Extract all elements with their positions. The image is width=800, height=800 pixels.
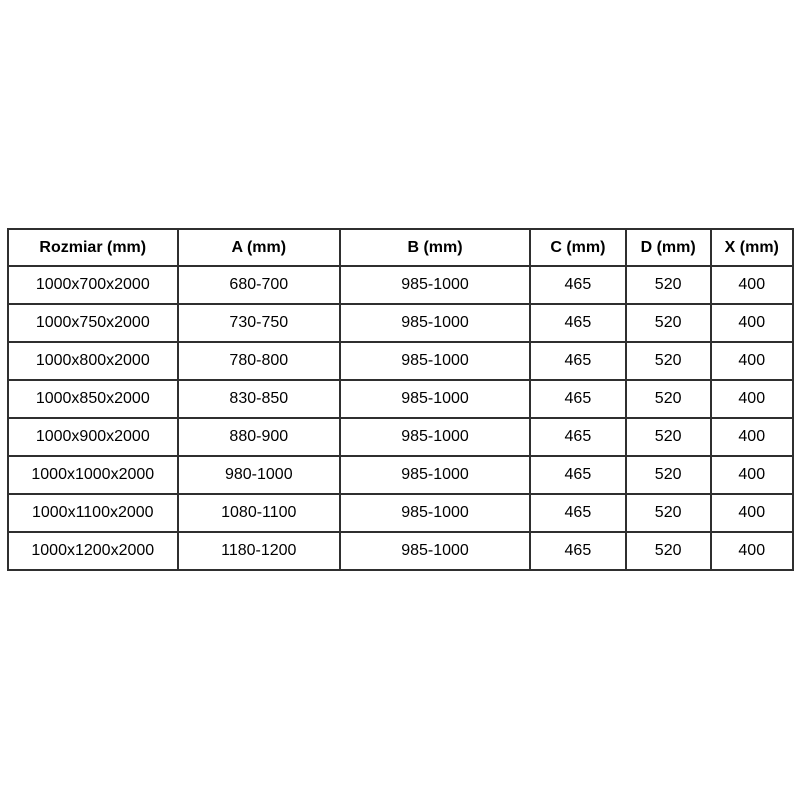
cell-c: 465 bbox=[530, 494, 626, 532]
cell-x: 400 bbox=[711, 532, 793, 570]
table-row bbox=[8, 266, 793, 304]
cell-d: 520 bbox=[626, 418, 711, 456]
cell-a: 730-750 bbox=[178, 304, 340, 342]
column-header-d: D (mm) bbox=[626, 229, 711, 266]
cell-d: 520 bbox=[626, 380, 711, 418]
cell-b: 985-1000 bbox=[340, 456, 530, 494]
cell-a: 680-700 bbox=[178, 266, 340, 304]
column-header-rozmiar: Rozmiar (mm) bbox=[8, 229, 178, 266]
cell-rozmiar: 1000x750x2000 bbox=[8, 304, 178, 342]
cell-a: 1180-1200 bbox=[178, 532, 340, 570]
cell-d: 520 bbox=[626, 304, 711, 342]
cell-rozmiar: 1000x850x2000 bbox=[8, 380, 178, 418]
column-header-c: C (mm) bbox=[530, 229, 626, 266]
cell-b: 985-1000 bbox=[340, 494, 530, 532]
table-row bbox=[8, 342, 793, 380]
cell-b: 985-1000 bbox=[340, 342, 530, 380]
table-row bbox=[8, 456, 793, 494]
cell-x: 400 bbox=[711, 304, 793, 342]
cell-rozmiar: 1000x1100x2000 bbox=[8, 494, 178, 532]
cell-a: 830-850 bbox=[178, 380, 340, 418]
cell-rozmiar: 1000x1000x2000 bbox=[8, 456, 178, 494]
header-row bbox=[8, 229, 793, 266]
cell-rozmiar: 1000x800x2000 bbox=[8, 342, 178, 380]
cell-c: 465 bbox=[530, 304, 626, 342]
cell-x: 400 bbox=[711, 494, 793, 532]
column-header-x: X (mm) bbox=[711, 229, 793, 266]
table-row bbox=[8, 532, 793, 570]
column-header-b: B (mm) bbox=[340, 229, 530, 266]
cell-b: 985-1000 bbox=[340, 304, 530, 342]
size-spec-table bbox=[7, 228, 794, 571]
cell-d: 520 bbox=[626, 266, 711, 304]
cell-d: 520 bbox=[626, 532, 711, 570]
cell-b: 985-1000 bbox=[340, 266, 530, 304]
cell-a: 980-1000 bbox=[178, 456, 340, 494]
cell-a: 880-900 bbox=[178, 418, 340, 456]
column-header-a: A (mm) bbox=[178, 229, 340, 266]
cell-x: 400 bbox=[711, 380, 793, 418]
cell-c: 465 bbox=[530, 266, 626, 304]
cell-x: 400 bbox=[711, 342, 793, 380]
cell-x: 400 bbox=[711, 418, 793, 456]
cell-c: 465 bbox=[530, 532, 626, 570]
cell-c: 465 bbox=[530, 418, 626, 456]
table-row bbox=[8, 304, 793, 342]
table-row bbox=[8, 380, 793, 418]
table-row bbox=[8, 494, 793, 532]
cell-b: 985-1000 bbox=[340, 380, 530, 418]
cell-d: 520 bbox=[626, 342, 711, 380]
cell-rozmiar: 1000x900x2000 bbox=[8, 418, 178, 456]
cell-d: 520 bbox=[626, 456, 711, 494]
cell-b: 985-1000 bbox=[340, 418, 530, 456]
cell-c: 465 bbox=[530, 456, 626, 494]
cell-rozmiar: 1000x1200x2000 bbox=[8, 532, 178, 570]
table-row bbox=[8, 418, 793, 456]
cell-b: 985-1000 bbox=[340, 532, 530, 570]
cell-a: 780-800 bbox=[178, 342, 340, 380]
cell-c: 465 bbox=[530, 342, 626, 380]
cell-a: 1080-1100 bbox=[178, 494, 340, 532]
cell-x: 400 bbox=[711, 456, 793, 494]
cell-c: 465 bbox=[530, 380, 626, 418]
cell-d: 520 bbox=[626, 494, 711, 532]
cell-rozmiar: 1000x700x2000 bbox=[8, 266, 178, 304]
cell-x: 400 bbox=[711, 266, 793, 304]
